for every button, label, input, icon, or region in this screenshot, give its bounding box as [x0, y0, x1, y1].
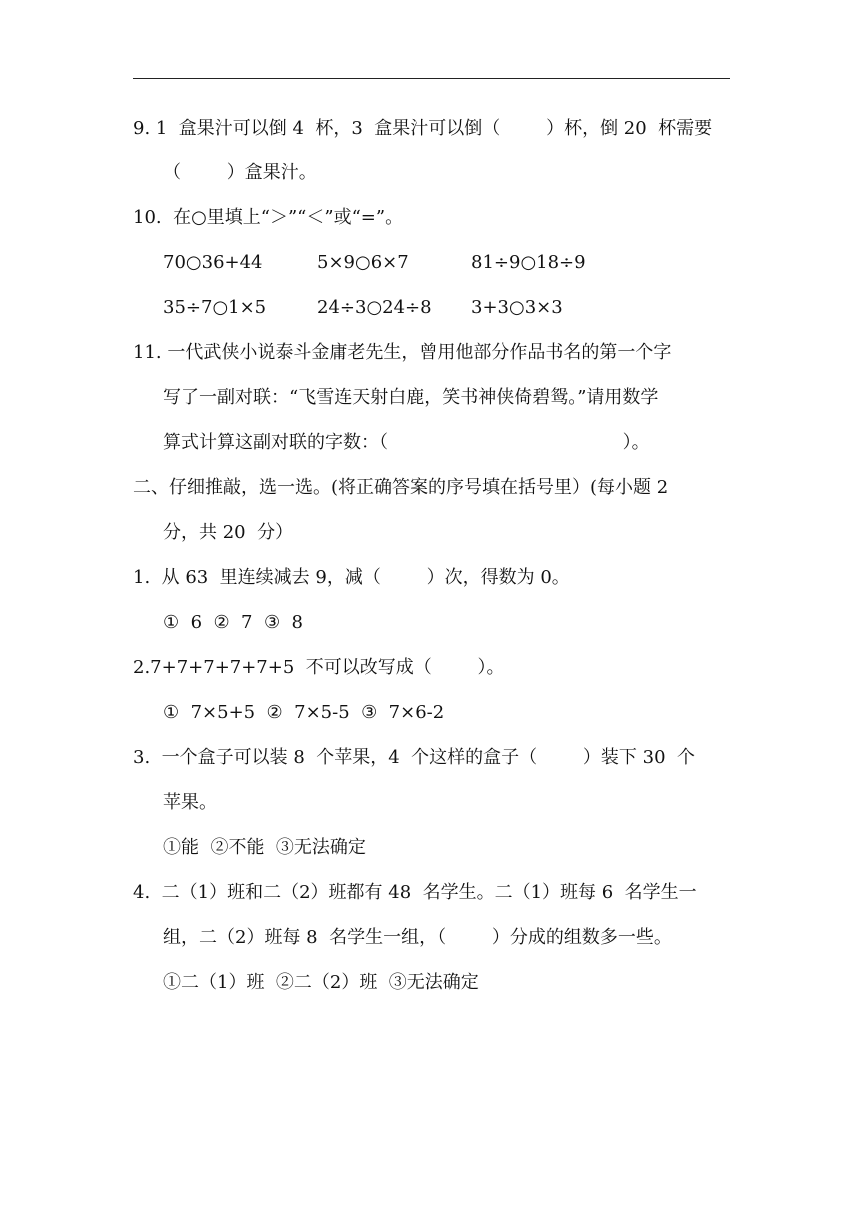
- s2-q1-options: ① 6 ② 7 ③ 8: [163, 612, 303, 633]
- header-rule: [133, 78, 730, 79]
- s2-q3-line-1: 3. 一个盒子可以装 8 个苹果，4 个这样的盒子（ ）装下 30 个: [133, 747, 695, 768]
- s2-q4-options: ①二（1）班 ②二（2）班 ③无法确定: [163, 972, 479, 993]
- q10-item: 70○36+44: [163, 252, 263, 273]
- s2-q4-line-2: 组，二（2）班每 8 名学生一组，（ ）分成的组数多一些。: [163, 927, 672, 948]
- q10-item: 5×9○6×7: [317, 252, 409, 273]
- q10-item: 24÷3○24÷8: [317, 297, 432, 318]
- q11-line-1: 11. 一代武侠小说泰斗金庸老先生，曾用他部分作品书名的第一个字: [133, 342, 672, 363]
- s2-q1-stem: 1. 从 63 里连续减去 9，减（ ）次，得数为 0。: [133, 567, 570, 588]
- q10-stem: 10. 在○里填上“＞”“＜”或“=”。: [133, 207, 404, 228]
- q10-item: 3+3○3×3: [471, 297, 563, 318]
- q10-item: 81÷9○18÷9: [471, 252, 586, 273]
- q9-line-1: 9. 1 盒果汁可以倒 4 杯，3 盒果汁可以倒（ ）杯，倒 20 杯需要: [133, 118, 713, 139]
- s2-q4-line-1: 4. 二（1）班和二（2）班都有 48 名学生。二（1）班每 6 名学生一: [133, 882, 697, 903]
- q11-line-2: 写了一副对联：“飞雪连天射白鹿，笑书神侠倚碧鸳。”请用数学: [163, 387, 659, 408]
- s2-q3-line-2: 苹果。: [163, 792, 217, 813]
- q10-item: 35÷7○1×5: [163, 297, 267, 318]
- s2-q3-options: ①能 ②不能 ③无法确定: [163, 837, 366, 858]
- s2-q2-stem: 2.7+7+7+7+7+5 不可以改写成（ ）。: [133, 657, 505, 678]
- section2-heading-line-1: 二、仔细推敲，选一选。(将正确答案的序号填在括号里）(每小题 2: [133, 477, 669, 498]
- s2-q2-options: ① 7×5+5 ② 7×5-5 ③ 7×6-2: [163, 702, 445, 723]
- q11-line-3: 算式计算这副对联的字数：（ ）。: [163, 432, 650, 453]
- q9-line-2: （ ）盒果汁。: [163, 162, 317, 183]
- section2-heading-line-2: 分，共 20 分）: [163, 522, 294, 543]
